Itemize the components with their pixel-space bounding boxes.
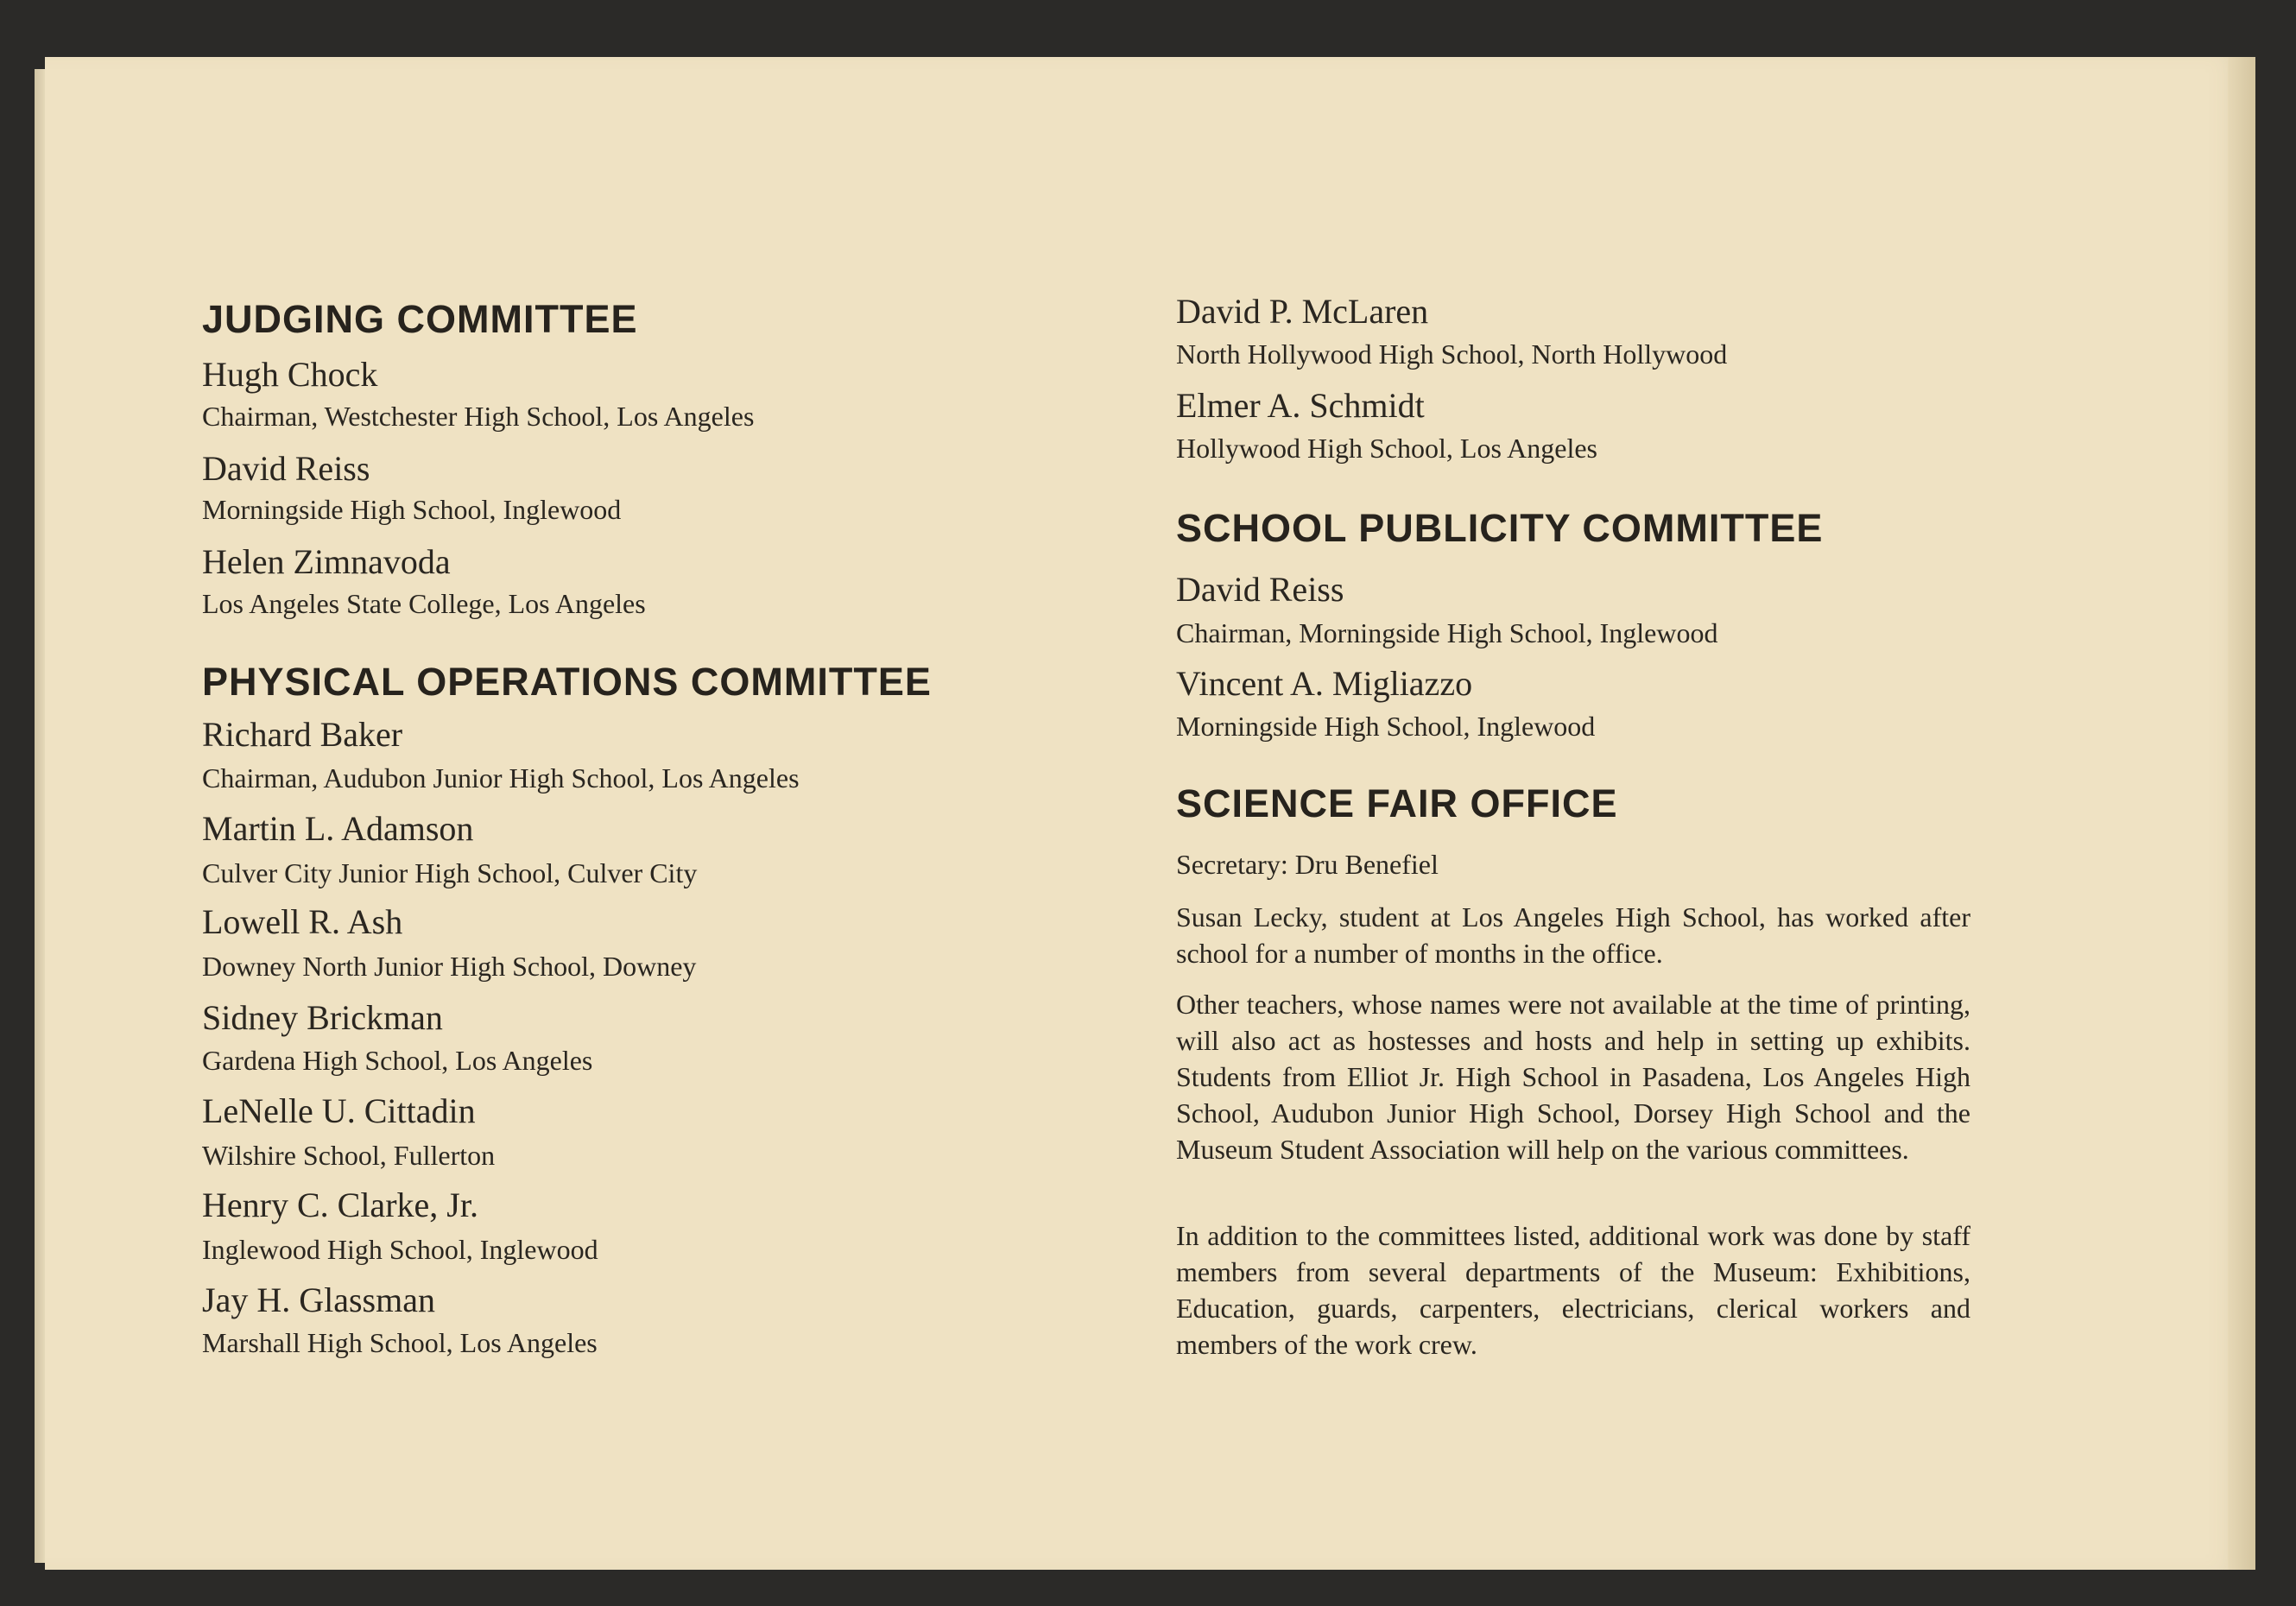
member-detail: Marshall High School, Los Angeles xyxy=(202,1327,598,1358)
member-name: Henry C. Clarke, Jr. xyxy=(202,1186,478,1224)
member-name: Sidney Brickman xyxy=(202,998,443,1037)
member-detail: Chairman, Westchester High School, Los Angeles xyxy=(202,401,755,432)
section-heading-judging: JUDGING COMMITTEE xyxy=(202,297,638,341)
member-name: David P. McLaren xyxy=(1176,292,1429,331)
section-heading-school-publicity: SCHOOL PUBLICITY COMMITTEE xyxy=(1176,506,1824,550)
member-name: David Reiss xyxy=(202,449,370,488)
member-detail: Gardena High School, Los Angeles xyxy=(202,1045,593,1076)
member-detail: Downey North Junior High School, Downey xyxy=(202,951,697,982)
member-name: David Reiss xyxy=(1176,570,1344,609)
member-detail: North Hollywood High School, North Hollywood xyxy=(1176,338,1728,370)
member-detail: Morningside High School, Inglewood xyxy=(202,494,622,525)
member-name: Vincent A. Migliazzo xyxy=(1176,664,1473,703)
member-name: Lowell R. Ash xyxy=(202,902,403,941)
member-name: LeNelle U. Cittadin xyxy=(202,1091,476,1130)
member-detail: Hollywood High School, Los Angeles xyxy=(1176,433,1597,464)
office-paragraph: Susan Lecky, student at Los Angeles High School, has worked after school for a number of months in the office. xyxy=(1176,901,1970,969)
secretary-line: Secretary: Dru Benefiel xyxy=(1176,849,1439,880)
member-detail: Los Angeles State College, Los Angeles xyxy=(202,588,646,619)
member-detail: Chairman, Morningside High School, Inglewood xyxy=(1176,617,1718,648)
section-heading-physical-operations: PHYSICAL OPERATIONS COMMITTEE xyxy=(202,660,932,704)
office-paragraph: In addition to the committees listed, additional work was done by staff members from several departments of the Museum: Exhibitions, Education, guards, carpenters, electricians, clerical workers and members of the work crew. xyxy=(1176,1220,1970,1360)
member-name: Hugh Chock xyxy=(202,355,378,394)
member-detail: Culver City Junior High School, Culver City xyxy=(202,857,698,888)
member-detail: Wilshire School, Fullerton xyxy=(202,1140,496,1171)
page-fold xyxy=(2228,57,2255,1570)
member-name: Jay H. Glassman xyxy=(202,1280,435,1319)
member-detail: Morningside High School, Inglewood xyxy=(1176,711,1596,742)
member-detail: Inglewood High School, Inglewood xyxy=(202,1234,598,1265)
member-name: Martin L. Adamson xyxy=(202,809,474,848)
member-detail: Chairman, Audubon Junior High School, Los Angeles xyxy=(202,762,800,794)
member-name: Elmer A. Schmidt xyxy=(1176,386,1425,425)
office-paragraph: Other teachers, whose names were not available at the time of printing, will also act as hostesses and hosts and help in setting up exhibits. Students from Elliot Jr. High School in Pasadena, Los Angeles High School, Audubon Junior High School, Dorsey High School and the Museum Student Association will help on the various committees. xyxy=(1176,989,1970,1165)
member-name: Helen Zimnavoda xyxy=(202,542,451,581)
member-name: Richard Baker xyxy=(202,715,403,754)
section-heading-science-fair-office: SCIENCE FAIR OFFICE xyxy=(1176,781,1618,825)
